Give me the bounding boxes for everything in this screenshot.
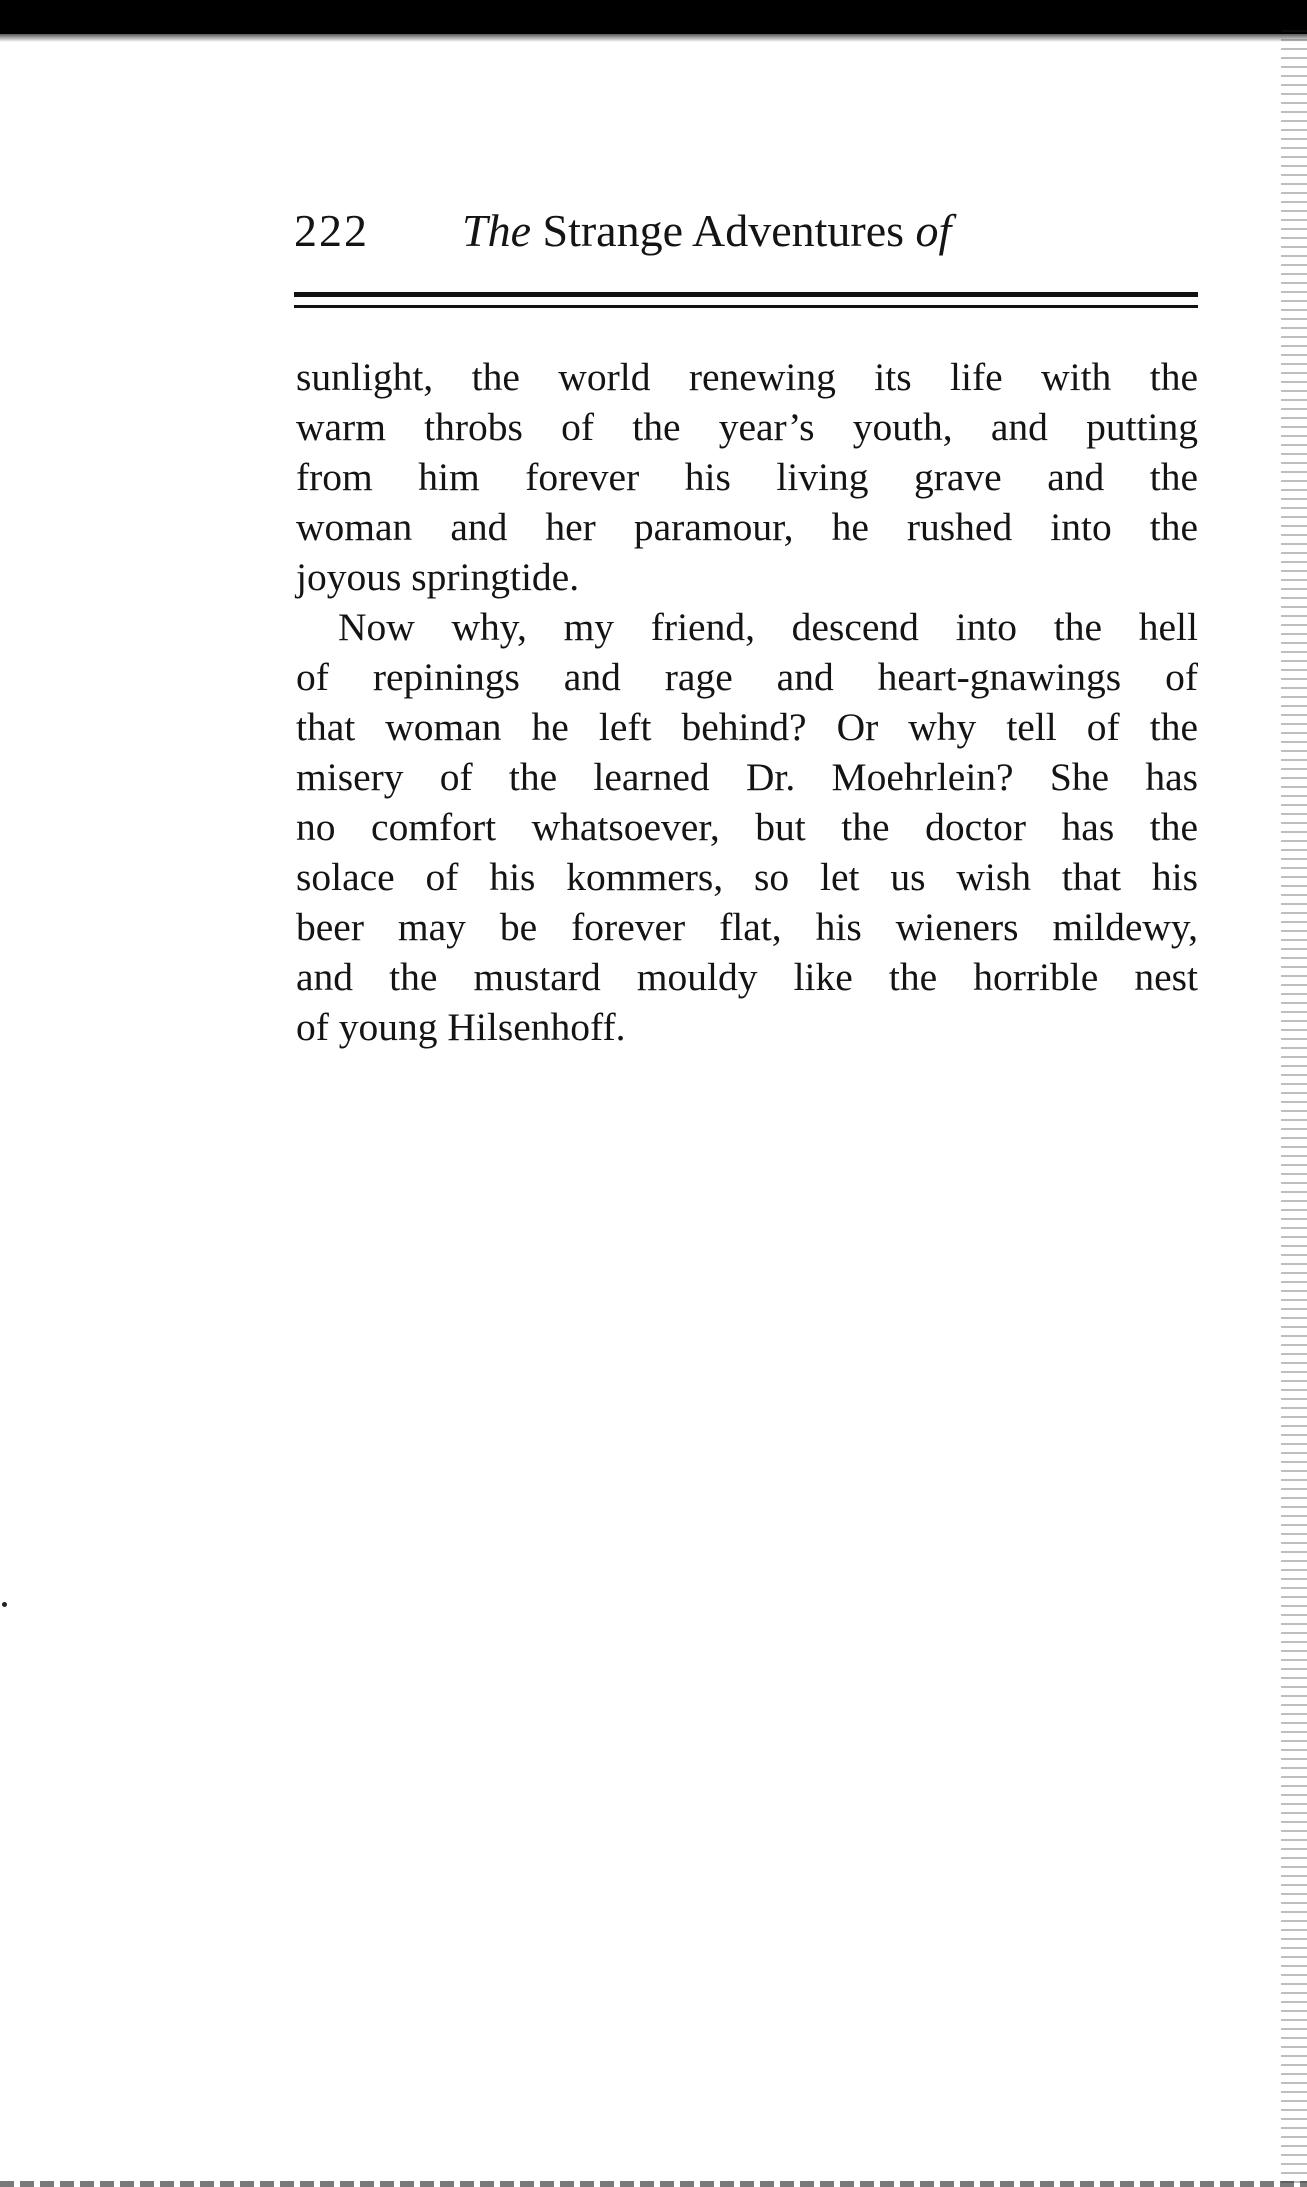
scan-right-edge	[1281, 30, 1307, 2187]
running-title-suffix: of	[915, 205, 952, 256]
text-line: misery of the learned Dr. Moehrlein? She has	[296, 755, 1198, 799]
text-line: that woman he left behind? Or why tell of the	[296, 705, 1198, 749]
text-line: of repinings and rage and heart-gnawings of	[296, 655, 1198, 699]
header-rule-thick	[294, 292, 1198, 297]
text-line: no comfort whatsoever, but the doctor has the	[296, 805, 1198, 849]
running-title-prefix: The	[462, 205, 531, 256]
text-line: joyous springtide.	[296, 555, 580, 599]
scan-speck	[2, 1602, 7, 1607]
running-title-middle: Strange Adventures	[542, 205, 905, 256]
text-line: and the mustard mouldy like the horrible nest	[296, 955, 1198, 999]
scan-top-edge	[0, 0, 1307, 34]
text-line: of young Hilsenhoff.	[296, 1005, 626, 1049]
body-text	[296, 352, 1198, 1052]
header-rule-thin	[294, 305, 1198, 308]
paragraph-1	[296, 352, 1198, 602]
text-line: warm throbs of the year’s youth, and putting	[296, 405, 1198, 449]
running-title	[462, 196, 951, 266]
text-line: sunlight, the world renewing its life with the	[296, 355, 1198, 399]
scan-top-shadow	[0, 34, 1307, 42]
scan-bottom-edge	[0, 2181, 1307, 2187]
text-line: solace of his kommers, so let us wish that his	[296, 855, 1198, 899]
text-line: woman and her paramour, he rushed into the	[296, 505, 1198, 549]
text-line: from him forever his living grave and the	[296, 455, 1198, 499]
page-number: 222	[294, 205, 369, 256]
paragraph-2	[296, 602, 1198, 1052]
text-line: beer may be forever flat, his wieners mildewy,	[296, 905, 1198, 949]
text-line: Now why, my friend, descend into the hell	[338, 605, 1198, 649]
running-head	[294, 196, 1200, 266]
